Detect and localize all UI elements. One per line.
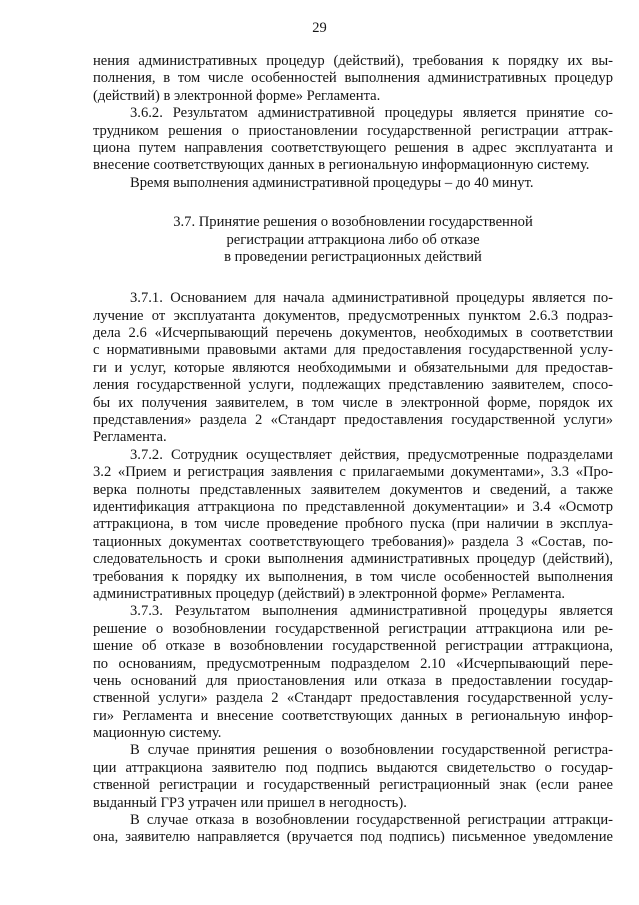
section-heading-3-7 [93,214,613,266]
paragraph-3-6-1-continuation [93,53,613,105]
text-line: 3.7.1. Основанием для начала административной процедуры является по- [130,290,613,307]
text-line: (действий) в электронной форме» Регламента. [93,87,381,104]
document-body [93,53,613,847]
text-line: требования к порядку их выполнения, в том числе особенностей выполнения [93,568,613,585]
text-line: полнения, в том числе особенностей выполнения административных процедур [93,70,613,87]
text-line: следовательность и сроки выполнения административных процедур (действий), [93,551,613,568]
text-line: административных процедур (действий) в электронной форме» Регламента. [93,585,566,602]
paragraph-time-3-6 [93,175,613,192]
text-line: ги» Регламента и внесение соответствующих данных в региональную инфор- [93,707,613,724]
text-line: мационную систему. [93,725,222,742]
text-line: аттракциона, в том числе проведение пробного пуска (при наличии в эксплуа- [93,516,613,533]
text-line: 3.7.3. Результатом выполнения административной процедуры является [130,603,613,620]
text-line: идентификация аттракциона по представленной документации» и 3.4 «Осмотр [93,498,613,515]
text-line: внесение соответствующих данных в региональную информационную систему. [93,157,590,174]
paragraph-resumption-case [93,742,613,812]
text-line: дела 2.6 «Исчерпывающий перечень документов, необходимых в соответствии [93,325,613,342]
text-line: трудником решения о приостановлении государственной регистрации аттрак- [93,122,613,139]
paragraph-3-7-1 [93,290,613,447]
paragraph-3-6-2 [93,105,613,175]
heading-line: 3.7. Принятие решения о возобновлении государственной [173,214,533,231]
paragraph-3-7-2 [93,447,613,604]
heading-line: регистрации аттракциона либо об отказе [226,231,480,248]
text-line: нения административных процедур (действий), требования к порядку их вы- [93,53,613,69]
text-line: ления государственной услуги, подлежащих представлению заявителем, спосо- [93,377,613,394]
text-line: бы их получения заявителем, в том числе в электронной форме, порядок их [93,394,613,411]
text-line: верка полноты представленных заявителем документов и сведений, а также [93,481,613,498]
text-line: циона путем направления соответствующего решения в адрес эксплуатанта и [93,139,613,156]
text-line: она, заявителю направляется (вручается под подпись) письменное уведомление [93,829,613,846]
text-line: ги и услуг, которые являются необходимыми и обязательными для предостав- [93,359,613,376]
text-line: В случае принятия решения о возобновлении государственной регистра- [130,742,613,759]
paragraph-3-7-3 [93,603,613,742]
text-line: по основаниям, предусмотренным подразделом 2.10 «Исчерпывающий пере- [93,655,613,672]
text-line: с нормативными правовыми актами для предоставления государственной услу- [93,342,613,359]
page-number: 29 [312,20,327,36]
text-line: Регламента. [93,429,167,446]
text-line: Время выполнения административной процедуры – до 40 минут. [130,174,534,191]
text-line: лучение от эксплуатанта документов, предусмотренных пунктом 2.6.3 подраз- [93,307,613,324]
paragraph-refusal-case [93,812,613,847]
text-line: представления» раздела 2 «Стандарт предоставления государственной услуги» [93,412,613,429]
text-line: решение о возобновлении государственной регистрации аттракциона или ре- [93,620,613,637]
text-line: ции аттракциона заявителю под подпись выдаются свидетельство о государ- [93,759,613,776]
text-line: 3.7.2. Сотрудник осуществляет действия, предусмотренные подразделами [130,446,613,463]
text-line: 3.6.2. Результатом административной процедуры является принятие со- [130,105,613,122]
text-line: тационных документах соответствующего требования)» раздела 3 «Состав, по- [93,533,613,550]
text-line: 3.2 «Прием и регистрация заявления с прилагаемыми документами», 3.3 «Про- [93,464,613,481]
text-line: шение об отказе в возобновлении государственной регистрации аттракциона, [93,638,613,655]
heading-line: в проведении регистрационных действий [224,248,482,265]
text-line: ственной услуги» раздела 2 «Стандарт предоставления государственной услу- [93,690,613,707]
text-line: выданный ГРЗ утрачен или пришел в негодность). [93,794,407,811]
text-line: ственной регистрации и государственный регистрационный знак (если ранее [93,777,613,794]
text-line: В случае отказа в возобновлении государственной регистрации аттракци- [130,812,613,829]
text-line: чень оснований для приостановления или отказа в предоставлении государ- [93,672,613,689]
